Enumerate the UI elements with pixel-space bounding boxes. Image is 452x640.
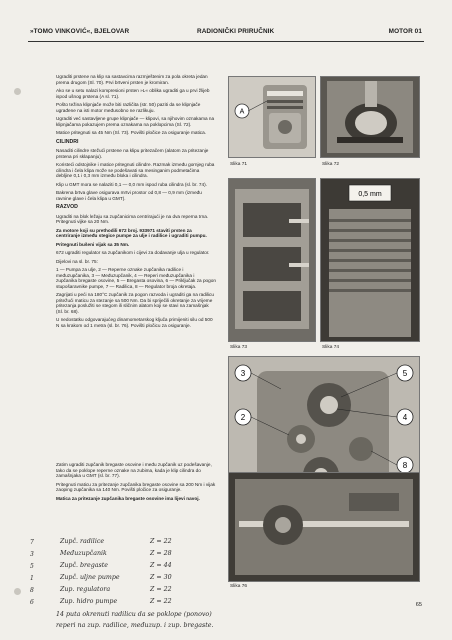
callout-label: 8 (402, 461, 408, 470)
paragraph: Ugraditi na blok ležaju sa zupčanicima centrirajući je na dva reperna trna. Pritegnuti vijke sa 20 Nm. (56, 213, 209, 224)
paragraph: Matice pritegnuti sa 45 Nm (Sl. 73). Povišti pločice za osiguranje matica. (56, 130, 207, 135)
figure-74-photo (320, 178, 420, 342)
figure-71-letter: A (239, 108, 245, 116)
callout-label: 4 (402, 413, 408, 422)
paragraph: Zagrijati u peći na 180°C zupčanik za pogon razvoda i ugraditi ga na radilicu pritežući maticu za stezanje sa 500 Nm. Da bi spriječili okretanje za vrijeme pritezanja poslužiti se stegom ili sličnim alatom koji se stavi na zamašnjak (Sl. br. 68). (56, 292, 214, 314)
caption-fig76: Slika 76 (230, 584, 248, 589)
figure-73-photo (228, 178, 316, 342)
paragraph: Bakrena brtva glave osigurava mrtvi prostor od 0,8 — 0,9 mm (između ravnine glave i čela klipa u GMT). (56, 190, 202, 201)
hand-num: 1 (30, 575, 34, 582)
text-column-bottom (56, 462, 216, 504)
bold-note: Za motore koji su prethodili 672 broj. 933971 staviti prsten za centriranje između stegice pumpe za ulje i radilice i ugraditi pumpu. (56, 227, 207, 238)
paragraph: 672 ugraditi regulator sa zupčanikom i cijevi za dodavanje ulja u regulator. (56, 250, 210, 255)
hand-item-z: Z = 22 (150, 586, 172, 593)
text-column-left (56, 74, 216, 331)
figure-76-photo (228, 472, 420, 582)
binder-hole (14, 88, 21, 95)
hand-num: 3 (30, 551, 34, 558)
hand-item-z: Z = 22 (150, 598, 172, 605)
caption-fig73: Slika 73 (230, 345, 248, 350)
section-title-razvod: RAZVOD (56, 204, 78, 210)
header-rule (28, 41, 424, 42)
callout-label: 3 (240, 369, 246, 378)
hand-item-name: Zup. regulatora (60, 586, 111, 593)
section-title-cilindri: CILINDRI (56, 138, 79, 145)
paragraph: Klip u GMT mora se nalaziti 0,1 — 0,0 mm ispod ruba cilindra (sl. br. 74). (56, 181, 208, 187)
torque-wrench-illustration (229, 473, 419, 581)
hand-item-z: Z = 44 (150, 562, 172, 569)
header-left: »TOMO VINKOVIĆ«, BJELOVAR (30, 28, 130, 35)
hand-num: 6 (30, 599, 34, 606)
hand-item-name: Zup. hidro pumpe (60, 598, 118, 605)
header-center: RADIONIČKI PRIRUČNIK (197, 28, 275, 35)
gauge-label: 0,5 mm (358, 191, 382, 198)
hand-item-name: Zupč. uljne pumpe (60, 574, 120, 581)
caption-fig72: Slika 72 (322, 162, 340, 167)
paragraph: Dijelovi na sl. br. 75: (56, 258, 98, 264)
header-right: MOTOR 01 (388, 28, 422, 35)
hand-note: 14 puta okrenuti radilicu da se poklope (ponovo) (56, 611, 212, 618)
hand-num: 5 (30, 563, 34, 570)
hand-item-z: Z = 28 (150, 550, 172, 557)
cylinder-gauge-illustration (321, 179, 419, 341)
bold-note: Matica za pritezanje zupčanika bregaste osovine ima lijevi navoj. (56, 495, 200, 501)
paragraph: Ako se u setu nalazi kompresioni prsten »L« oblika ugraditi ga u prvi žlijeb ispod ušnog prstena (A sl. 71). (56, 88, 210, 99)
binder-hole (14, 588, 21, 595)
hand-num: 8 (30, 587, 34, 594)
figure-71-photo (228, 76, 316, 158)
caption-fig74: Slika 74 (322, 345, 340, 350)
hand-note: reperi na zup. radilice, međuzup. i zup. bregaste. (56, 622, 214, 629)
page-number: 65 (415, 602, 422, 608)
crankcase-illustration (229, 179, 315, 341)
figure-72-photo (320, 76, 420, 158)
hand-num: 7 (30, 539, 34, 546)
paragraph: Nasaditi cilindre stežući prstene na klipu pritezačem (alatom za pritezanje prstena pri sklapanju). (56, 148, 209, 159)
hand-item-name: Zupč. bregaste (60, 562, 109, 569)
paragraph: 1 — Pumpa za ulje, 2 — Reperne oznake zupčanika radilice i međuzupčanika, 3 — Međuzupčanik, 4 — Reperi međuzupčanika i zupčanika bregaste osovine, 5 — Bregasta osovina, 6 — Priključak za pogon stupošaravnike pumpe, 7 — Radilica, 8 — Regulator broja okretaja. (56, 267, 216, 289)
paragraph: Koristeći odstojnike i matice pritegnuti cilindre. Razmak između gornjeg ruba cilindra i čela klipa može se podešavati sa mesinganim podmetačima debljine 0,1 i 0,3 mm između bloka i cilindra. (56, 162, 215, 178)
subtitle: Pritegnuti bušeni vijak sa 35 Nm. (56, 241, 130, 247)
paragraph: Ugraditi već sastavljene grupe klipnjače — klipovi, sa njihovim oznakama na klipnjačama pokazujem prema oznakama na poklopcima (Sl. 72). (56, 116, 215, 127)
connecting-rod-illustration (321, 77, 419, 157)
hand-item-name: Zupč. radilice (60, 538, 105, 545)
caption-fig71: Slika 71 (230, 162, 248, 167)
hand-item-z: Z = 22 (150, 538, 172, 545)
hand-item-z: Z = 30 (150, 574, 172, 581)
paragraph: Pritegnuti maticu za pritezanje zupčanika bregaste osovine sa 200 Nm i vijak zaoping zupčanika sa 140 Nm. Povišti pločice za osiguranje. (56, 481, 216, 492)
callout-label: 5 (402, 369, 408, 378)
piston-illustration (229, 77, 315, 157)
callout-label: 2 (240, 413, 246, 422)
hand-item-name: Međuzupčanik (60, 550, 107, 557)
paragraph: Ugraditi prstene na klip sa sastavcima razmještenim za pola okreta jedan prema drugom (Sl. 70). Prvi brtveni prsten je kromiran. (56, 74, 208, 85)
paragraph: Zatim ugraditi zupčanik bregaste osovine i među zupčanik uz podešavanje, tako da se poklope reperne oznake na zubima, kada je klip cilindra do zamašnjaka u GMT (sl. br. 77). (56, 462, 212, 478)
paragraph: Pošto težina klipnjače može biti različita (str. 50) paziti da se klipnjače ugrađene na isti motor međusobno ne razlikuju. (56, 102, 201, 113)
paragraph: U nedostatku odgovarajućeg dinamometarskog ključa primijeniti silu od 500 N sa krakom od 1 metra (sl. br. 76). Povišti pločicu za osiguranje. (56, 317, 213, 328)
